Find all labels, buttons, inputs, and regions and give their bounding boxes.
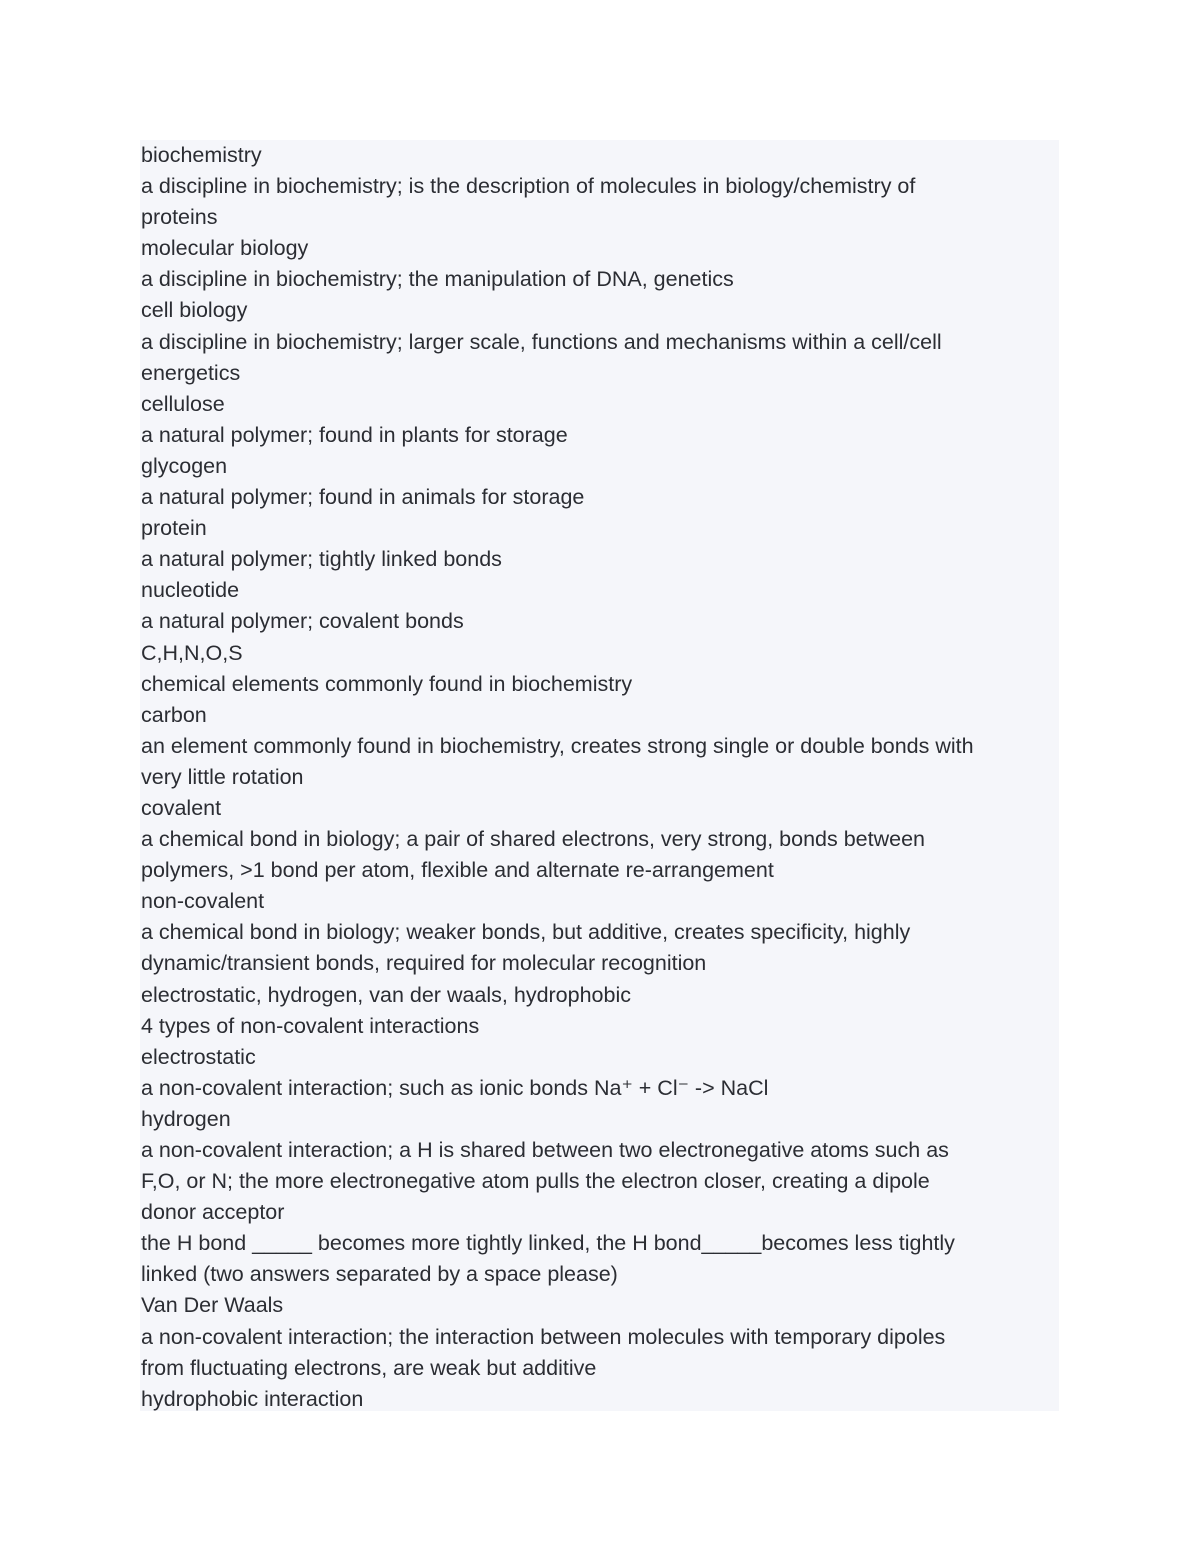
text-line: covalent (141, 795, 222, 820)
text-line: a discipline in biochemistry; the manipulation of DNA, genetics (141, 267, 734, 292)
flashcard-text-block (140, 140, 1059, 1411)
text-line: from fluctuating electrons, are weak but additive (141, 1355, 597, 1380)
text-line: F,O, or N; the more electronegative atom pulls the electron closer, creating a dipole (141, 1169, 930, 1194)
text-line: energetics (141, 360, 241, 385)
text-line: glycogen (141, 453, 228, 478)
text-line: biochemistry (141, 143, 262, 167)
text-line: nucleotide (141, 578, 240, 603)
text-line: polymers, >1 bond per atom, flexible and alternate re-arrangement (141, 858, 774, 883)
text-line: 4 types of non-covalent interactions (141, 1013, 480, 1038)
text-line: dynamic/transient bonds, required for molecular recognition (141, 951, 707, 976)
text-line: Van Der Waals (141, 1293, 284, 1318)
text-line: carbon (141, 702, 207, 727)
text-line: an element commonly found in biochemistry, creates strong single or double bonds with (141, 733, 974, 758)
text-line: a discipline in biochemistry; is the description of molecules in biology/chemistry of (141, 174, 916, 199)
text-line: hydrogen (141, 1106, 231, 1131)
text-line: a discipline in biochemistry; larger scale, functions and mechanisms within a cell/cell (141, 329, 942, 354)
text-line: a natural polymer; found in plants for storage (141, 422, 568, 447)
text-line: a non-covalent interaction; the interaction between molecules with temporary dipoles (141, 1324, 946, 1349)
text-line: a chemical bond in biology; weaker bonds, but additive, creates specificity, highly (141, 920, 911, 945)
text-line: hydrophobic interaction (141, 1386, 364, 1411)
text-line: the H bond _____ becomes more tightly linked, the H bond_____becomes less tightly (141, 1231, 955, 1256)
text-line: very little rotation (141, 764, 304, 789)
text-line: protein (141, 516, 207, 541)
text-line: a non-covalent interaction; such as ionic bonds Na⁺ + Cl⁻ -> NaCl (141, 1075, 769, 1100)
text-lines (141, 140, 1057, 1415)
text-line: electrostatic (141, 1044, 256, 1069)
text-line: C,H,N,O,S (141, 640, 243, 665)
text-line: a natural polymer; found in animals for storage (141, 485, 585, 510)
text-line: proteins (141, 205, 218, 230)
text-line: a chemical bond in biology; a pair of shared electrons, very strong, bonds between (141, 827, 926, 852)
text-line: chemical elements commonly found in biochemistry (141, 671, 633, 696)
text-line: linked (two answers separated by a space please) (141, 1262, 618, 1287)
text-line: a non-covalent interaction; a H is shared between two electronegative atoms such as (141, 1138, 949, 1162)
text-line: a natural polymer; covalent bonds (141, 609, 464, 634)
text-line: electrostatic, hydrogen, van der waals, hydrophobic (141, 982, 631, 1007)
text-line: donor acceptor (141, 1200, 285, 1225)
text-line: cellulose (141, 391, 225, 416)
text-line: molecular biology (141, 236, 309, 261)
text-line: non-covalent (141, 889, 265, 914)
text-line: a natural polymer; tightly linked bonds (141, 547, 502, 572)
text-line: cell biology (141, 298, 248, 323)
